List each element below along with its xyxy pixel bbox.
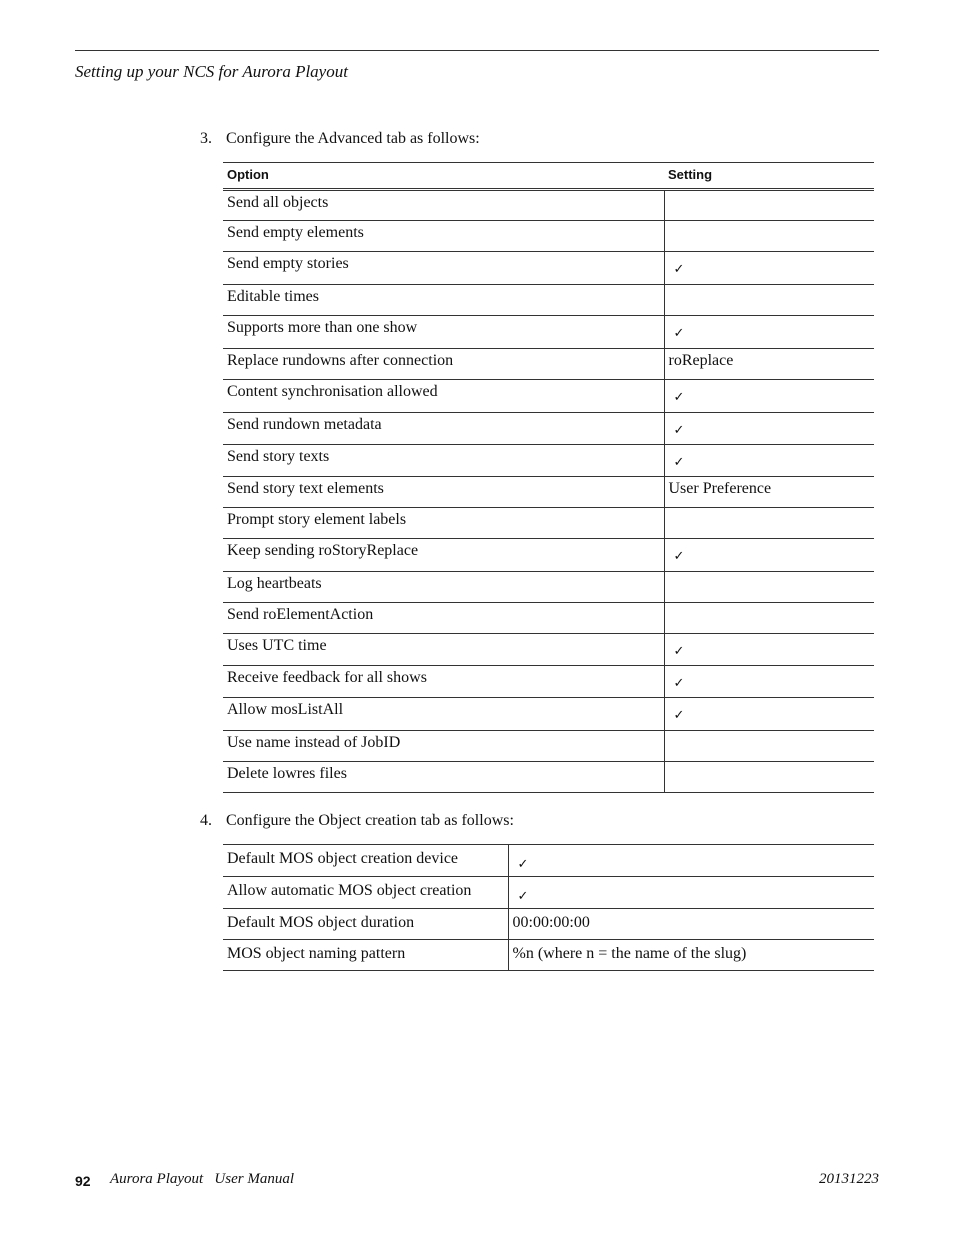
option-cell: MOS object naming pattern bbox=[223, 940, 508, 971]
setting-cell bbox=[664, 508, 874, 539]
setting-cell bbox=[664, 666, 874, 698]
option-cell: Content synchronisation allowed bbox=[223, 380, 664, 413]
table-row bbox=[223, 285, 874, 316]
checkmark-icon: ✓ bbox=[673, 390, 685, 405]
table-row bbox=[223, 940, 874, 971]
table-row bbox=[223, 508, 874, 539]
setting-cell bbox=[664, 698, 874, 731]
table-row bbox=[223, 572, 874, 603]
setting-cell bbox=[664, 285, 874, 316]
option-cell: Use name instead of JobID bbox=[223, 731, 664, 762]
setting-cell bbox=[664, 634, 874, 666]
table-row bbox=[223, 413, 874, 445]
table-row bbox=[223, 666, 874, 698]
table-row bbox=[223, 445, 874, 477]
setting-cell bbox=[664, 252, 874, 285]
setting-cell bbox=[664, 190, 874, 221]
option-cell: Editable times bbox=[223, 285, 664, 316]
option-cell: Uses UTC time bbox=[223, 634, 664, 666]
option-cell: Allow mosListAll bbox=[223, 698, 664, 731]
setting-cell: %n (where n = the name of the slug) bbox=[508, 940, 874, 971]
table-row bbox=[223, 316, 874, 349]
setting-cell bbox=[664, 316, 874, 349]
checkmark-icon: ✓ bbox=[673, 326, 685, 341]
table-row bbox=[223, 603, 874, 634]
option-cell: Send story texts bbox=[223, 445, 664, 477]
option-cell: Allow automatic MOS object creation bbox=[223, 877, 508, 909]
table-row bbox=[223, 190, 874, 221]
option-cell: Send empty elements bbox=[223, 221, 664, 252]
setting-cell bbox=[664, 762, 874, 793]
table-row bbox=[223, 221, 874, 252]
option-cell: Send rundown metadata bbox=[223, 413, 664, 445]
column-header-setting: Setting bbox=[664, 163, 874, 190]
option-cell: Delete lowres files bbox=[223, 762, 664, 793]
table-header-row bbox=[223, 163, 874, 190]
setting-cell bbox=[664, 572, 874, 603]
header-rule bbox=[75, 50, 879, 51]
option-cell: Default MOS object duration bbox=[223, 909, 508, 940]
checkmark-icon: ✓ bbox=[673, 549, 685, 564]
option-cell: Keep sending roStoryReplace bbox=[223, 539, 664, 572]
column-header-option: Option bbox=[223, 163, 664, 190]
checkmark-icon: ✓ bbox=[673, 455, 685, 470]
setting-cell bbox=[664, 539, 874, 572]
option-cell: Log heartbeats bbox=[223, 572, 664, 603]
running-title: Setting up your NCS for Aurora Playout bbox=[75, 62, 348, 81]
option-cell: Send roElementAction bbox=[223, 603, 664, 634]
manual-title: Aurora Playout User Manual bbox=[110, 1171, 295, 1187]
table-row bbox=[223, 477, 874, 508]
checkmark-icon: ✓ bbox=[673, 676, 685, 691]
table-row bbox=[223, 731, 874, 762]
table-row bbox=[223, 698, 874, 731]
step-3 bbox=[200, 130, 480, 148]
step-text: Configure the Advanced tab as follows: bbox=[226, 130, 480, 147]
step-text: Configure the Object creation tab as follows: bbox=[226, 812, 514, 829]
page-number: 92 bbox=[75, 1173, 91, 1189]
table-row bbox=[223, 845, 874, 877]
option-cell: Send all objects bbox=[223, 190, 664, 221]
setting-cell: User Preference bbox=[664, 477, 874, 508]
option-cell: Supports more than one show bbox=[223, 316, 664, 349]
setting-cell bbox=[664, 221, 874, 252]
object-creation-tab-table bbox=[223, 844, 874, 971]
option-cell: Receive feedback for all shows bbox=[223, 666, 664, 698]
setting-cell: 00:00:00:00 bbox=[508, 909, 874, 940]
step-number: 3. bbox=[200, 130, 212, 147]
setting-cell bbox=[508, 877, 874, 909]
setting-cell bbox=[664, 731, 874, 762]
checkmark-icon: ✓ bbox=[517, 857, 529, 872]
option-cell: Send story text elements bbox=[223, 477, 664, 508]
checkmark-icon: ✓ bbox=[673, 708, 685, 723]
checkmark-icon: ✓ bbox=[673, 423, 685, 438]
document-date: 20131223 bbox=[819, 1171, 879, 1187]
table-row bbox=[223, 349, 874, 380]
setting-cell bbox=[664, 603, 874, 634]
table-row bbox=[223, 380, 874, 413]
setting-cell bbox=[664, 413, 874, 445]
option-cell: Replace rundowns after connection bbox=[223, 349, 664, 380]
table-row bbox=[223, 909, 874, 940]
option-cell: Prompt story element labels bbox=[223, 508, 664, 539]
table-row bbox=[223, 877, 874, 909]
setting-cell bbox=[508, 845, 874, 877]
table-row bbox=[223, 634, 874, 666]
table-row bbox=[223, 539, 874, 572]
setting-cell: roReplace bbox=[664, 349, 874, 380]
option-cell: Default MOS object creation device bbox=[223, 845, 508, 877]
step-number: 4. bbox=[200, 812, 212, 829]
checkmark-icon: ✓ bbox=[517, 889, 529, 904]
table-row bbox=[223, 762, 874, 793]
advanced-tab-table bbox=[223, 162, 874, 793]
option-cell: Send empty stories bbox=[223, 252, 664, 285]
setting-cell bbox=[664, 445, 874, 477]
step-4 bbox=[200, 812, 514, 830]
table-row bbox=[223, 252, 874, 285]
checkmark-icon: ✓ bbox=[673, 262, 685, 277]
checkmark-icon: ✓ bbox=[673, 644, 685, 659]
setting-cell bbox=[664, 380, 874, 413]
